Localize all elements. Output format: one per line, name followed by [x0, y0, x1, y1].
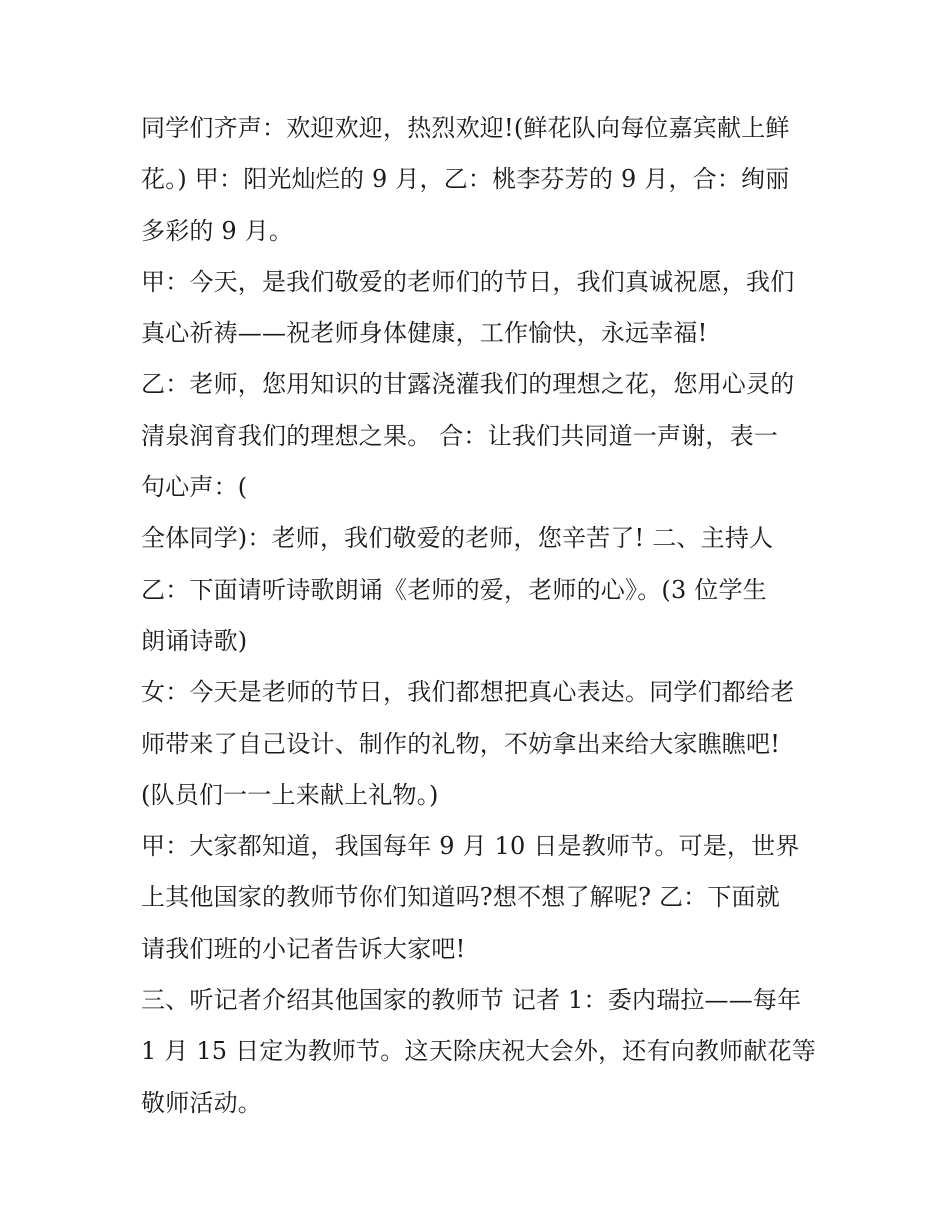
text-line: 全体同学)：老师，我们敬爱的老师，您辛苦了! 二、主持人 [141, 524, 774, 553]
text-line: 多彩的 9 月。 [141, 216, 294, 245]
text-line: (队员们一一上来献上礼物。) [141, 780, 439, 809]
text-line: 师带来了自己设计、制作的礼物，不妨拿出来给大家瞧瞧吧! [141, 729, 781, 758]
text-line: 甲：今天，是我们敬爱的老师们的节日，我们真诚祝愿，我们 [141, 267, 795, 296]
text-line: 女：今天是老师的节日，我们都想把真心表达。同学们都给老 [141, 678, 795, 707]
text-line: 三、听记者介绍其他国家的教师节 记者 1：委内瑞拉——每年 [141, 986, 802, 1015]
text-line: 甲：大家都知道，我国每年 9 月 10 日是教师节。可是，世界 [141, 832, 800, 861]
document-body [141, 103, 821, 1129]
text-line: 同学们齐声：欢迎欢迎，热烈欢迎!(鲜花队向每位嘉宾献上鲜 [141, 114, 790, 142]
text-line: 上其他国家的教师节你们知道吗?想不想了解呢? 乙：下面就 [141, 883, 780, 912]
text-line: 乙：下面请听诗歌朗诵《老师的爱，老师的心》。(3 位学生 [141, 575, 767, 604]
text-line: 花。) 甲：阳光灿烂的 9 月，乙：桃李芬芳的 9 月，合：绚丽 [141, 165, 790, 194]
text-line: 清泉润育我们的理想之果。 合：让我们共同道一声谢，表一 [141, 421, 779, 450]
text-line: 敬师活动。 [141, 1088, 262, 1117]
text-line: 真心祈祷——祝老师身体健康，工作愉快，永远幸福! [141, 319, 708, 348]
text-line: 乙：老师，您用知识的甘露浇灌我们的理想之花，您用心灵的 [141, 370, 795, 399]
text-line: 朗诵诗歌) [141, 626, 248, 655]
text-line: 句心声：( [141, 473, 248, 502]
text-line: 1 月 15 日定为教师节。这天除庆祝大会外，还有向教师献花等 [141, 1037, 816, 1066]
text-line: 请我们班的小记者告诉大家吧! [141, 934, 466, 963]
